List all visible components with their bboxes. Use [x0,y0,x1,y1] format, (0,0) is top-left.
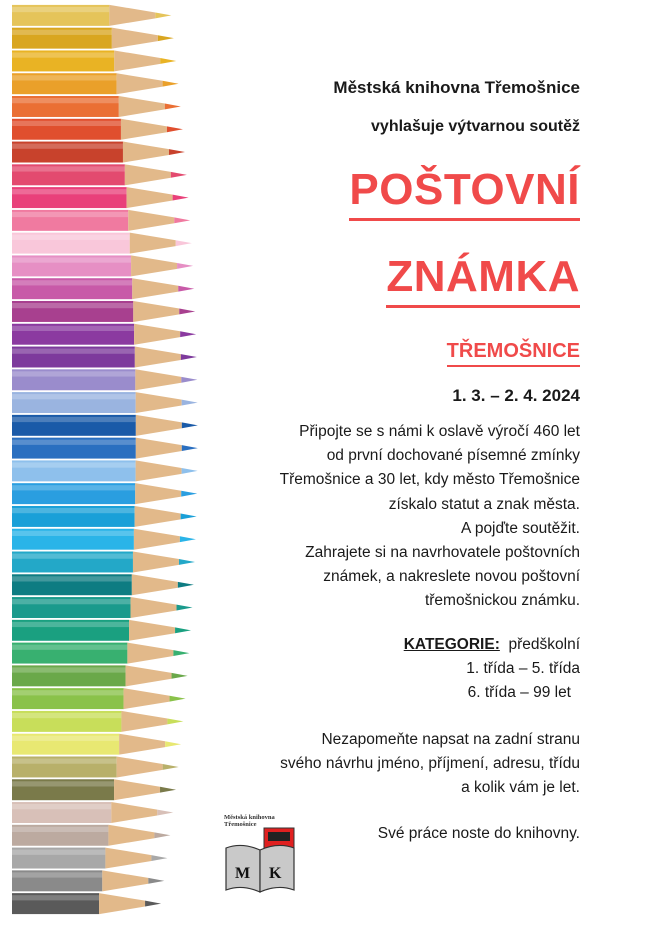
pencil [12,688,186,709]
pencil [12,324,196,345]
contest-dates: 1. 3. – 2. 4. 2024 [452,386,580,405]
pencil [12,643,189,664]
pencil [12,187,189,208]
pencil [12,802,173,823]
title-line-1: POŠTOVNÍ [349,168,580,221]
reminder-line: a kolik vám je let. [461,779,580,797]
closing-line: Své práce noste do knihovny. [377,825,580,842]
category-item: 6. třída – 99 let [467,684,571,702]
pencil [12,96,181,117]
title-line-2: ZNÁMKA [386,255,580,308]
pencil [12,893,161,914]
intro-line: Zahrajete si na navrhovatele poštovních [305,544,580,562]
intro-line: Třemošnice a 30 let, kdy město Třemošnice [279,471,580,489]
pencil [12,119,183,140]
pencil [12,255,193,276]
pencil [12,665,188,686]
pencil [12,711,183,732]
intro-line: Připojte se s námi k oslavě výročí 460 let [299,423,580,440]
intro-paragraph [280,420,580,614]
pencil [12,552,195,573]
pencil [12,233,192,254]
pencil [12,28,174,49]
pencil [12,50,176,71]
intro-line: známek, a nakreslete novou poštovní [323,568,580,586]
pencil [12,278,194,299]
logo-letter-k: K [269,865,282,882]
library-logo [222,812,300,896]
pencil [12,142,185,163]
pencil [12,597,193,618]
pencil [12,779,176,800]
pencil [12,301,195,322]
pencil [12,756,179,777]
pencil [12,529,196,550]
pencil [12,438,198,459]
pencil [12,734,181,755]
categories-first-line [404,633,580,657]
pencil [12,574,194,595]
pencil [12,5,171,26]
pencil [12,392,198,413]
categories-block [404,633,580,706]
pencil [12,825,170,846]
intro-line: třemošnickou známku. [424,592,580,610]
pencil [12,620,191,641]
logo-tower-icon [268,832,290,841]
reminder-paragraph [280,728,580,801]
library-name: Městská knihovna Třemošnice [333,78,580,97]
intro-line: A pojďte soutěžit. [461,519,580,537]
pencil [12,369,197,390]
pencil [12,415,198,436]
pencil [12,506,197,527]
pencil [12,73,179,94]
logo-caption-1: Městská knihovna [224,814,275,821]
pencil [12,870,164,891]
contest-announcement: vyhlašuje výtvarnou soutěž [371,118,580,135]
pencil [12,460,198,481]
reminder-line: Nezapomeňte napsat na zadní stranu [321,731,580,748]
intro-line: získalo statut a znak města. [388,495,580,513]
pencil [12,210,190,231]
intro-line: od první dochované písemné zmínky [326,447,580,465]
pencil [12,347,197,368]
reminder-line: svého návrhu jméno, příjmení, adresu, třídu [280,755,580,773]
town-name: TŘEMOŠNICE [447,340,580,367]
category-item: 1. třída – 5. třída [466,660,580,678]
categories-label: KATEGORIE: [403,636,500,653]
pencil [12,848,167,869]
logo-caption-2: Třemošnice [224,821,257,828]
pencil [12,483,197,504]
category-item: předškolní [508,636,580,653]
colored-pencils-illustration [0,0,230,927]
logo-letter-m: M [235,865,251,882]
pencil [12,164,187,185]
